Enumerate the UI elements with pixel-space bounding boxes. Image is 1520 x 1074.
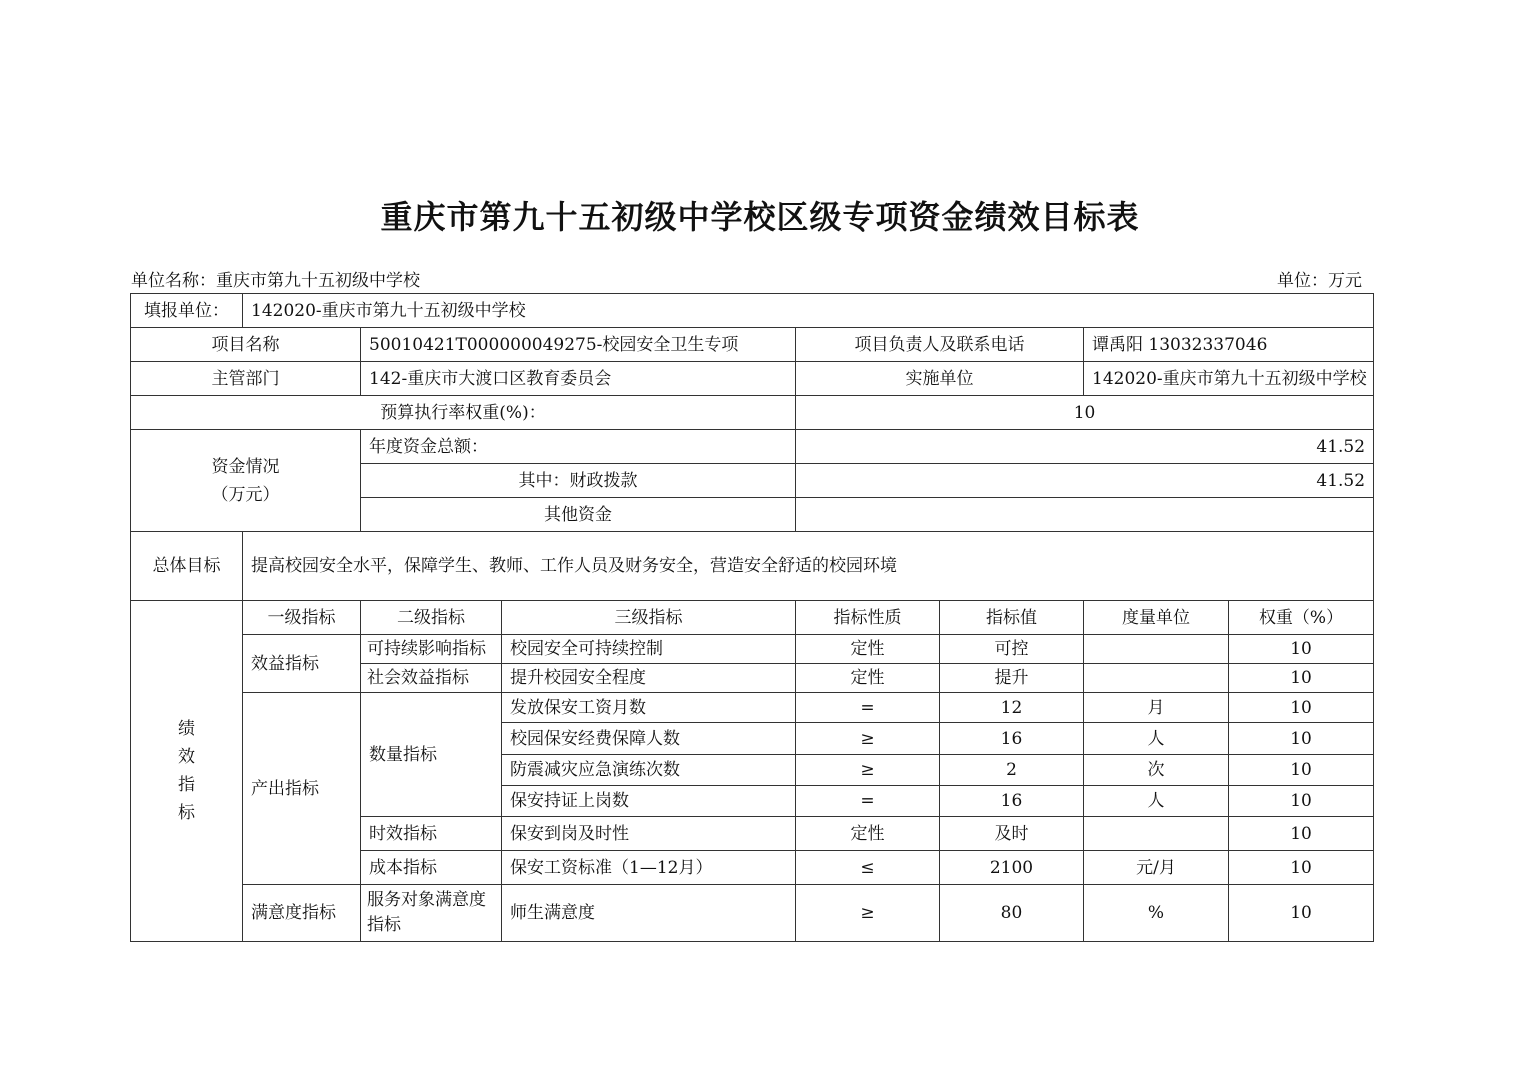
indicator-name: 保安工资标准（1—12月） xyxy=(502,851,796,885)
indicator-nature: = xyxy=(796,693,940,723)
indicator-unit xyxy=(1084,635,1229,664)
funds-other-value xyxy=(796,498,1374,532)
fill-unit-value: 142020-重庆市第九十五初级中学校 xyxy=(243,294,1374,328)
department-label: 主管部门 xyxy=(131,362,361,396)
indicator-weight: 10 xyxy=(1229,755,1374,786)
currency-unit-value: 万元 xyxy=(1328,271,1362,291)
indicator-nature: 定性 xyxy=(796,817,940,851)
goal-text: 提高校园安全水平，保障学生、教师、工作人员及财务安全，营造安全舒适的校园环境 xyxy=(243,532,1374,601)
unit-name-line xyxy=(131,266,420,291)
fill-unit-row xyxy=(131,294,1374,328)
department-value: 142-重庆市大渡口区教育委员会 xyxy=(361,362,796,396)
level2-social: 社会效益指标 xyxy=(361,664,502,693)
project-name-value: 50010421T000000049275-校园安全卫生专项 xyxy=(361,328,796,362)
level1-satisfaction: 满意度指标 xyxy=(243,885,361,942)
indicator-nature: 定性 xyxy=(796,664,940,693)
impl-unit-value: 142020-重庆市第九十五初级中学校 xyxy=(1084,362,1374,396)
indicator-nature: ≥ xyxy=(796,885,940,942)
indicator-weight: 10 xyxy=(1229,885,1374,942)
section-char: 标 xyxy=(178,803,195,823)
indicator-weight: 10 xyxy=(1229,664,1374,693)
indicator-value: 16 xyxy=(940,786,1084,817)
indicator-name: 防震减灾应急演练次数 xyxy=(502,755,796,786)
project-name-label: 项目名称 xyxy=(131,328,361,362)
budget-rate-label: 预算执行率权重(%)： xyxy=(131,396,796,430)
indicator-weight: 10 xyxy=(1229,693,1374,723)
indicator-unit: 月 xyxy=(1084,693,1229,723)
indicator-unit: % xyxy=(1084,885,1229,942)
currency-unit-line xyxy=(1277,266,1362,291)
impl-unit-label: 实施单位 xyxy=(796,362,1084,396)
indicator-value: 及时 xyxy=(940,817,1084,851)
indicator-name: 发放保安工资月数 xyxy=(502,693,796,723)
indicator-value: 提升 xyxy=(940,664,1084,693)
funds-fiscal-value: 41.52 xyxy=(796,464,1374,498)
indicator-section-label xyxy=(131,601,243,942)
header-weight: 权重（%） xyxy=(1229,601,1374,635)
unit-name-label: 单位名称： xyxy=(131,271,216,291)
indicator-value: 80 xyxy=(940,885,1084,942)
project-name-row xyxy=(131,328,1374,362)
unit-name-value: 重庆市第九十五初级中学校 xyxy=(216,271,420,291)
funds-label xyxy=(131,430,361,532)
indicator-unit xyxy=(1084,664,1229,693)
level1-benefit: 效益指标 xyxy=(243,635,361,693)
header-level2: 二级指标 xyxy=(361,601,502,635)
performance-table xyxy=(130,293,1374,942)
indicator-unit: 元/月 xyxy=(1084,851,1229,885)
indicator-name: 校园保安经费保障人数 xyxy=(502,723,796,755)
indicator-unit: 人 xyxy=(1084,786,1229,817)
indicator-nature: ≤ xyxy=(796,851,940,885)
funds-label-line2: （万元） xyxy=(211,484,280,505)
fill-unit-label: 填报单位： xyxy=(131,294,243,328)
section-char: 指 xyxy=(178,775,195,795)
funds-fiscal-label: 其中：财政拨款 xyxy=(361,464,796,498)
funds-total-row xyxy=(131,430,1374,464)
currency-unit-label: 单位： xyxy=(1277,271,1328,291)
goal-label: 总体目标 xyxy=(131,532,243,601)
level1-output: 产出指标 xyxy=(243,693,361,885)
header-level1: 一级指标 xyxy=(243,601,361,635)
indicator-value: 16 xyxy=(940,723,1084,755)
header-nature: 指标性质 xyxy=(796,601,940,635)
header-value: 指标值 xyxy=(940,601,1084,635)
department-row xyxy=(131,362,1374,396)
level2-sustainable: 可持续影响指标 xyxy=(361,635,502,664)
indicator-weight: 10 xyxy=(1229,851,1374,885)
indicator-nature: 定性 xyxy=(796,635,940,664)
budget-rate-value: 10 xyxy=(796,396,1374,430)
indicator-nature: = xyxy=(796,786,940,817)
indicator-nature: ≥ xyxy=(796,755,940,786)
indicator-value: 2100 xyxy=(940,851,1084,885)
indicator-weight: 10 xyxy=(1229,786,1374,817)
funds-total-value: 41.52 xyxy=(796,430,1374,464)
project-lead-value: 谭禹阳 13032337046 xyxy=(1084,328,1374,362)
indicator-value: 2 xyxy=(940,755,1084,786)
indicator-unit: 次 xyxy=(1084,755,1229,786)
section-char: 绩 xyxy=(178,719,195,739)
indicator-weight: 10 xyxy=(1229,723,1374,755)
table-row xyxy=(131,635,1374,664)
table-row xyxy=(131,885,1374,942)
goal-row xyxy=(131,532,1374,601)
funds-other-label: 其他资金 xyxy=(361,498,796,532)
indicator-unit: 人 xyxy=(1084,723,1229,755)
level2-cost: 成本指标 xyxy=(361,851,502,885)
indicator-header-row xyxy=(131,601,1374,635)
level2-timeliness: 时效指标 xyxy=(361,817,502,851)
header-level3: 三级指标 xyxy=(502,601,796,635)
indicator-name: 提升校园安全程度 xyxy=(502,664,796,693)
budget-rate-row xyxy=(131,396,1374,430)
indicator-weight: 10 xyxy=(1229,817,1374,851)
section-char: 效 xyxy=(178,747,195,767)
project-lead-label: 项目负责人及联系电话 xyxy=(796,328,1084,362)
indicator-weight: 10 xyxy=(1229,635,1374,664)
indicator-nature: ≥ xyxy=(796,723,940,755)
indicator-value: 可控 xyxy=(940,635,1084,664)
header-unit: 度量单位 xyxy=(1084,601,1229,635)
table-row xyxy=(131,693,1374,723)
level2-quantity: 数量指标 xyxy=(361,693,502,817)
funds-label-line1: 资金情况 xyxy=(211,456,280,477)
page-title: 重庆市第九十五初级中学校区级专项资金绩效目标表 xyxy=(380,198,1140,236)
funds-total-label: 年度资金总额： xyxy=(361,430,796,464)
indicator-name: 保安持证上岗数 xyxy=(502,786,796,817)
indicator-name: 师生满意度 xyxy=(502,885,796,942)
indicator-name: 校园安全可持续控制 xyxy=(502,635,796,664)
indicator-name: 保安到岗及时性 xyxy=(502,817,796,851)
indicator-unit xyxy=(1084,817,1229,851)
level2-service-satisfaction: 服务对象满意度指标 xyxy=(361,885,502,942)
indicator-value: 12 xyxy=(940,693,1084,723)
